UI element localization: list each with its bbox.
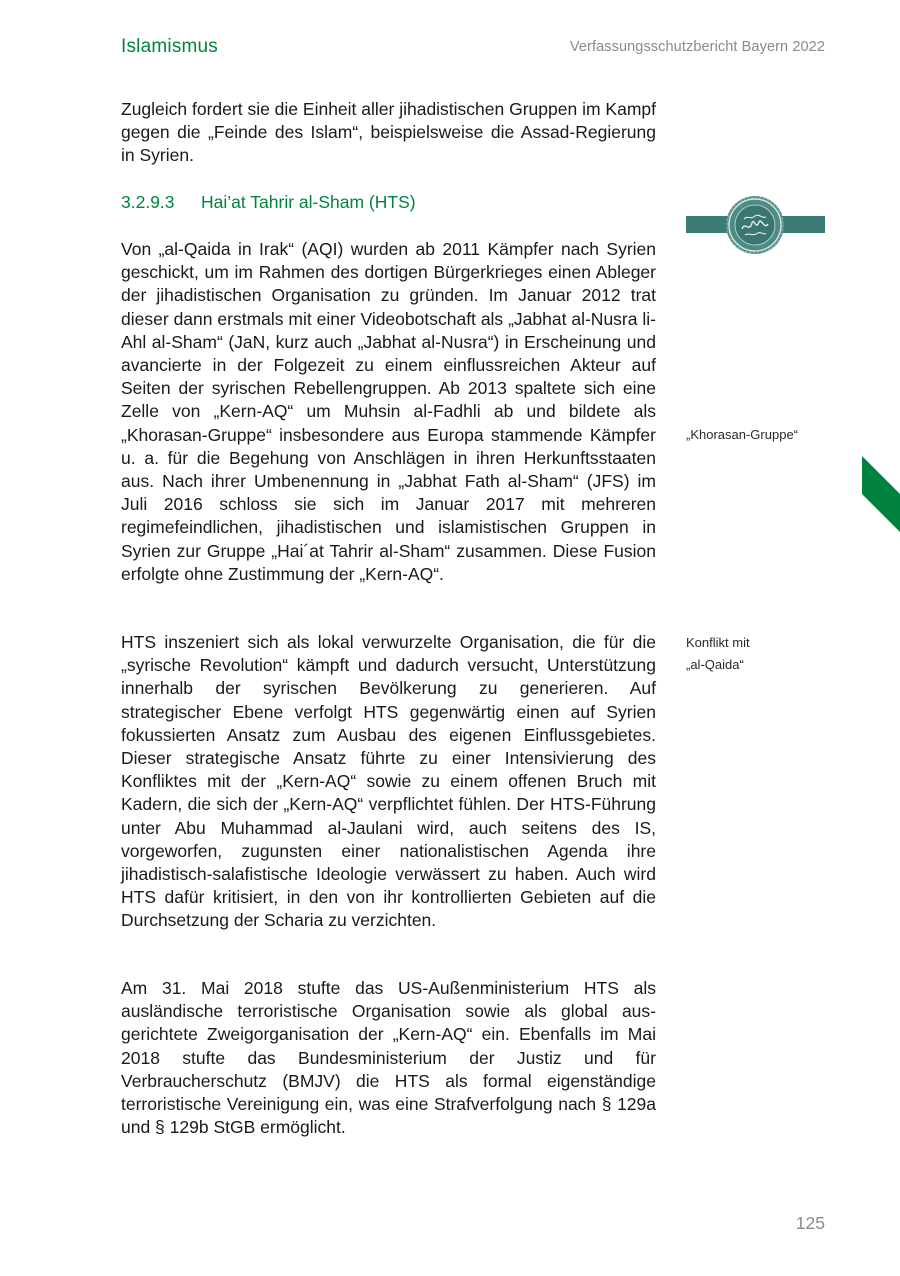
hts-emblem-icon	[725, 195, 785, 255]
paragraph-history	[121, 238, 656, 586]
margin-note-khorasan	[686, 424, 798, 446]
margin-note-conflict	[686, 632, 750, 676]
running-header-section: Islamismus	[121, 36, 219, 57]
paragraph-3-text: Am 31. Mai 2018 stufte das US-Außenministerium HTS als ausländische terroristische Organisation sowie als global ausgerichtete Zweigorganisation der „Kern-AQ“ ein. Ebenfalls im Mai 2018 stufte das Bundesministerium der Justiz und für Verbraucherschutz (BMJV) die HTS als formal eigenständige terroristische Vereinigung ein, was eine Strafverfolgung nach § 129a und § 129b StGB ermöglicht.	[121, 978, 656, 1138]
page-number: 125	[795, 1213, 825, 1233]
hts-logo	[686, 194, 825, 256]
intro-paragraph	[121, 98, 656, 168]
intro-text: Zugleich fordert sie die Einheit aller jihadistischen Gruppen im Kampf gegen die „Feinde des Islam“, beispielsweise die Assad-Regierung in Syrien.	[121, 99, 656, 166]
running-header-publication: Verfassungsschutzbericht Bayern 2022	[569, 39, 825, 55]
chapter-tab-icon	[862, 456, 900, 532]
section-number: 3.2.9.3	[121, 192, 175, 212]
paragraph-strategy	[121, 631, 656, 933]
paragraph-classification	[121, 977, 656, 1139]
section-title: Hai’at Tahrir al-Sham (HTS)	[201, 192, 416, 212]
margin-note-1-text: „Khorasan-Gruppe“	[686, 427, 798, 442]
paragraph-1-text: Von „al-Qaida in Irak“ (AQI) wurden ab 2011 Kämpfer nach Syrien geschickt, um im Rahmen des dortigen Bürgerkrieges einen Ableger der jihadistischen Organisation zu gründen. Im Januar 2012 trat dieser dann erstmals mit einer Videobotschaft als „Jabhat al-Nusra li-Ahl al-Sham“ (JaN, kurz auch „Jabhat al-Nusra“) in Erscheinung und avancierte in der Folgezeit zu einem einflussreichen Akteur auf Seiten der syrischen Rebellengruppen. Ab 2013 spaltete sich eine Zelle von „Kern-AQ“ um Muhsin al-Fadhli ab und bildete als „Khorasan-Gruppe“ insbesondere aus Europa stammende Kämpfer u. a. für die Begehung von Anschlägen in ihren Herkunftsstaaten aus. Nach ihrer Umbenennung in „Jabhat Fath al-Sham“ (JFS) im Juli 2016 schloss sie sich im Januar 2017 mit mehreren regimefeindlichen, jihadistischen und islamistischen Gruppen in Syrien zur Gruppe „Hai´at Tahrir al-Sham“ zusammen. Diese Fusion erfolgte ohne Zustimmung der „Kern-AQ“.	[121, 239, 656, 584]
margin-note-2-line-1: Konflikt mit	[686, 635, 750, 650]
margin-note-2-line-2: „al-Qaida“	[686, 657, 744, 672]
paragraph-2-text: HTS inszeniert sich als lokal verwurzelte Organisation, die für die „syrische Revolution“ kämpft und dadurch versucht, Unterstützung innerhalb der syrischen Bevölkerung zu generieren. Auf strategischer Ebene verfolgt HTS gegenwärtig einen auf Syrien fokussierten Ansatz zum Ausbau des eigenen Einflussgebietes. Dieser strategische Ansatz führte zu einer Intensivierung des Konfliktes mit der „Kern-AQ“ sowie zu einem offenen Bruch mit Kadern, die sich der „Kern-AQ“ verpflichtet fühlen. Der HTS-Führung unter Abu Muhammad al-Jaulani wird, auch seitens des IS, vorgeworfen, zugunsten einer nationalistischen Agenda ihre jihadistisch-salafistische Ideologie verwässert zu haben. Auch wird HTS dafür kritisiert, in den von ihr kontrollierten Gebieten auf die Durchsetzung der Scharia zu verzichten.	[121, 632, 656, 931]
section-heading	[121, 191, 656, 214]
